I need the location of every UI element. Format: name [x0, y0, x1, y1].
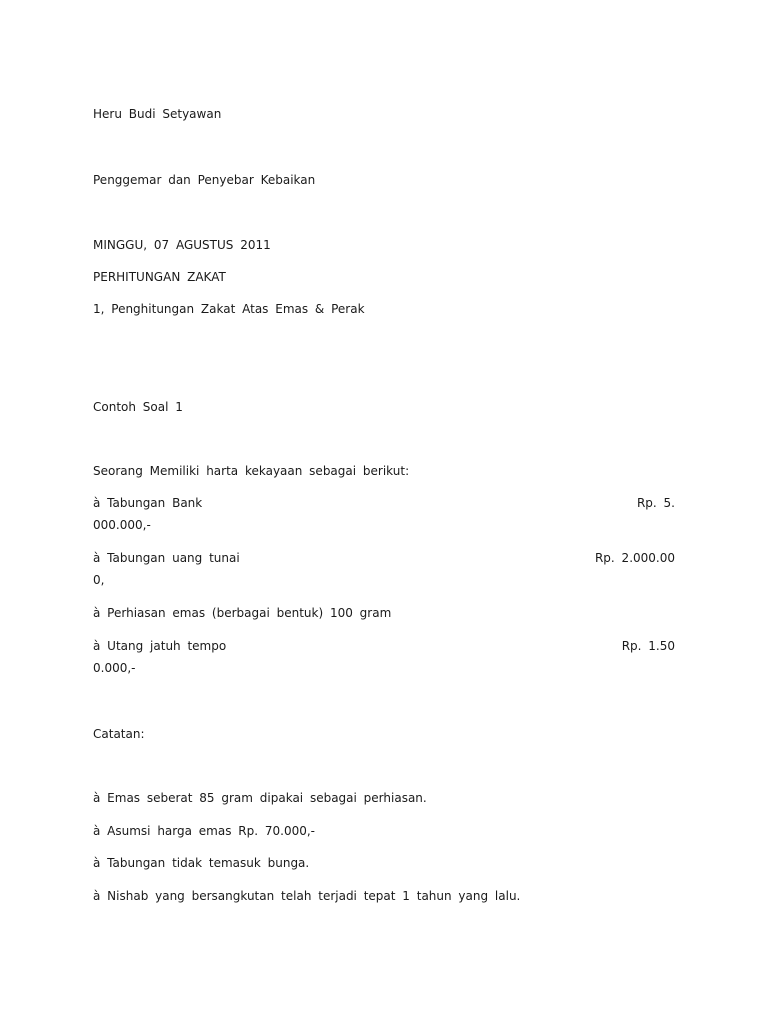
asset-item	[93, 550, 675, 587]
post-date: MINGGU, 07 AGUSTUS 2011	[93, 238, 271, 252]
asset-amount: Rp. 2.000.00	[594, 551, 675, 565]
note-item: à Asumsi harga emas Rp. 70.000,-	[93, 824, 315, 838]
notes-heading: Catatan:	[93, 727, 145, 741]
post-title: PERHITUNGAN ZAKAT	[93, 270, 226, 284]
note-item: à Nishab yang bersangkutan telah terjadi tepat 1 tahun yang lalu.	[93, 889, 521, 903]
asset-amount-continuation: 000.000,-	[93, 518, 151, 532]
asset-amount: Rp. 1.50	[621, 639, 675, 653]
asset-label: à Utang jatuh tempo	[93, 639, 227, 653]
blog-tagline: Penggemar dan Penyebar Kebaikan	[93, 173, 316, 187]
asset-amount-continuation: 0,	[93, 573, 105, 587]
asset-label: à Tabungan uang tunai	[93, 551, 240, 565]
asset-item	[93, 638, 675, 675]
example-heading: Contoh Soal 1	[93, 400, 183, 414]
asset-amount: Rp. 5.	[636, 496, 675, 510]
asset-label: à Tabungan Bank	[93, 496, 203, 510]
author-name: Heru Budi Setyawan	[93, 107, 222, 121]
note-item: à Emas seberat 85 gram dipakai sebagai perhiasan.	[93, 791, 427, 805]
asset-item	[93, 495, 675, 532]
section-heading: 1, Penghitungan Zakat Atas Emas & Perak	[93, 302, 365, 316]
asset-amount-continuation: 0.000,-	[93, 661, 136, 675]
intro-text: Seorang Memiliki harta kekayaan sebagai berikut:	[93, 464, 410, 478]
asset-label: à Perhiasan emas (berbagai bentuk) 100 gram	[93, 606, 392, 620]
asset-item	[93, 605, 675, 621]
note-item: à Tabungan tidak temasuk bunga.	[93, 856, 310, 870]
